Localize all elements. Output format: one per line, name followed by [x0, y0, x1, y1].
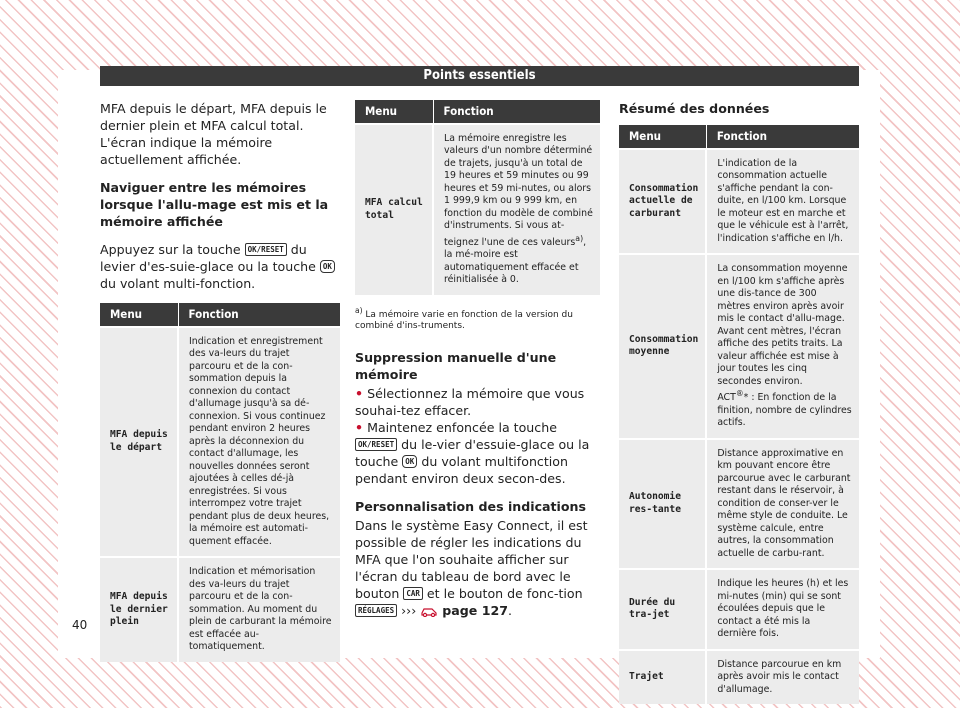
text-fragment: du volant multi-fonction.	[100, 276, 256, 291]
cross-ref-arrows: ›››	[401, 602, 417, 618]
function-cell: Indication et mémorisation des va-leurs du trajet parcouru et de la con-sommation. Au moment du plein de carburant la mémoire est effacée au-tomatiquement.	[178, 557, 340, 662]
function-cell	[706, 254, 859, 439]
menu-cell: Trajet	[619, 650, 706, 705]
table-row	[619, 254, 859, 439]
column-header-menu: Menu	[619, 125, 706, 149]
navigate-paragraph	[100, 241, 340, 292]
column-header-fonction: Fonction	[433, 100, 600, 124]
section-heading: Suppression manuelle d'une mémoire	[355, 349, 557, 382]
function-cell: Distance approximative en km pouvant encore être parcourue avec le carburant restant dans le réservoir, à condition de conser-ver le même style de conduite. Le système calcule, entre autres, la consommation actuelle de carbu-rant.	[706, 439, 859, 570]
list-item-text: Sélectionnez la mémoire que vous souhai-tez effacer.	[355, 385, 585, 418]
ok-reset-key-icon: OK/RESET	[355, 438, 397, 451]
page-reference-link[interactable]: page 127	[442, 602, 509, 618]
ok-reset-key-icon: OK/RESET	[245, 243, 287, 256]
data-summary-table	[619, 125, 859, 704]
table-header-row	[619, 125, 859, 149]
car-key-icon: CAR	[403, 587, 423, 600]
text-fragment: du le-vier d'essuie-glace ou la touche	[355, 436, 590, 469]
table-row	[355, 124, 600, 295]
text-fragment: , la mé-moire est automatiquement effacée et réinitialisée à 0.	[444, 236, 587, 286]
list-item	[355, 385, 600, 419]
footnote	[355, 305, 600, 333]
function-cell	[433, 124, 600, 295]
column-right	[619, 100, 859, 704]
footnote-text: La mémoire varie en fonction de la version du combiné d'ins-truments.	[355, 309, 573, 332]
section-heading: Naviguer entre les mémoires lorsque l'allu-mage est mis et la mémoire affichée	[100, 180, 329, 229]
table-header-row	[100, 303, 340, 327]
menu-cell: MFA calcul total	[355, 124, 433, 295]
text-fragment: La mémoire enregistre les valeurs d'un nombre déterminé de trajets, jusqu'à un total de 19 heures et 59 minutes ou 99 heures et 59 mi-nutes, ou alors 1 999,9 km ou 9 999 km, en fonction du modèle de combiné d'instruments. Si vous at-teignez l'une de ces valeurs	[444, 132, 593, 248]
function-cell: Distance parcourue en km après avoir mis le contact d'allumage.	[706, 650, 859, 705]
menu-cell: MFA depuis le départ	[100, 327, 178, 558]
function-cell: Indication et enregistrement des va-leurs du trajet parcouru et de la con-sommation depuis la connexion du contact d'allumage jusqu'à sa dé-connexion. Si vous continuez pendant environ 2 heures après la déconnexion du contact d'allumage, les nouvelles données seront ajoutées à celles dé-jà enregistrées. Si vous interrompez votre trajet pendant plus de deux heures, la mémoire est automati-quement effacée.	[178, 327, 340, 558]
text-fragment: Dans le système Easy Connect, il est possible de régler les indications du MFA que l'on souhaite afficher sur l'écran du tableau de bord avec le bouton	[355, 517, 588, 601]
text-fragment: Appuyez sur la touche	[100, 242, 241, 257]
personalisation-paragraph	[355, 517, 600, 621]
function-cell: Indique les heures (h) et les mi-nutes (min) qui se sont écoulées depuis que le contact a été mis la dernière fois.	[706, 569, 859, 650]
text-fragment: La consommation moyenne en l/100 km s'affiche après une dis-tance de 300 mètres environ après avoir mis le contact d'allu-mage. Avant cent mètres, l'écran affiche des petits traits. La valeur affichée est mise à jour toutes les cinq secondes environ.	[717, 263, 848, 387]
text-fragment: * : En fonction de la finition, nombre de cylindres actifs.	[717, 392, 852, 429]
table-row	[619, 149, 859, 255]
table-row	[619, 439, 859, 570]
intro-paragraph: MFA depuis le départ, MFA depuis le dernier plein et MFA calcul total. L'écran indique la mémoire actuellement affichée.	[100, 101, 327, 167]
text-fragment: du levier d'es-suie-glace ou la touche	[100, 242, 316, 274]
menu-cell: Durée du tra-jet	[619, 569, 706, 650]
table-row	[619, 650, 859, 705]
menu-cell: MFA depuis le dernier plein	[100, 557, 178, 662]
mfa-total-table	[355, 100, 600, 295]
section-heading: Résumé des données	[619, 101, 770, 116]
registered-mark: ®	[735, 389, 744, 398]
menu-cell: Consommation moyenne	[619, 254, 706, 439]
text-fragment: Maintenez enfoncée la touche	[367, 419, 557, 435]
ok-key-icon: OK	[320, 260, 335, 273]
text-fragment: .	[508, 602, 513, 618]
table-row	[619, 569, 859, 650]
footnote-mark: a)	[355, 305, 363, 315]
bullet-icon: •	[355, 385, 364, 401]
column-middle	[355, 100, 600, 632]
section-heading: Personnalisation des indications	[355, 498, 586, 514]
column-header-fonction: Fonction	[706, 125, 859, 149]
ok-key-icon: OK	[402, 455, 417, 468]
text-fragment: et le bouton de fonc-tion	[426, 585, 583, 601]
column-header-menu: Menu	[355, 100, 433, 124]
act-label: ACT	[717, 392, 736, 404]
page-number: 40	[72, 618, 88, 632]
column-header-fonction: Fonction	[178, 303, 340, 327]
footnote-ref: a)	[575, 233, 584, 243]
text-fragment: du volant multifonction pendant environ deux secon-des.	[355, 453, 568, 486]
car-reference-icon	[420, 604, 438, 621]
table-header-row	[355, 100, 600, 124]
function-cell: L'indication de la consommation actuelle s'affiche pendant la con-duite, en l/100 km. Lorsque le moteur est en marche et que le véhicule est à l'arrêt, l'indication s'affiche en l/h.	[706, 149, 859, 255]
list-item	[355, 419, 600, 487]
page-header: Points essentiels	[100, 66, 859, 86]
column-left	[100, 100, 340, 662]
table-row	[100, 557, 340, 662]
table-row	[100, 327, 340, 558]
column-header-menu: Menu	[100, 303, 178, 327]
mfa-memory-table	[100, 303, 340, 662]
menu-cell: Autonomie res-tante	[619, 439, 706, 570]
reglages-key-icon: RÉGLAGES	[355, 604, 397, 617]
menu-cell: Consommation actuelle de carburant	[619, 149, 706, 255]
bullet-icon: •	[355, 419, 364, 435]
